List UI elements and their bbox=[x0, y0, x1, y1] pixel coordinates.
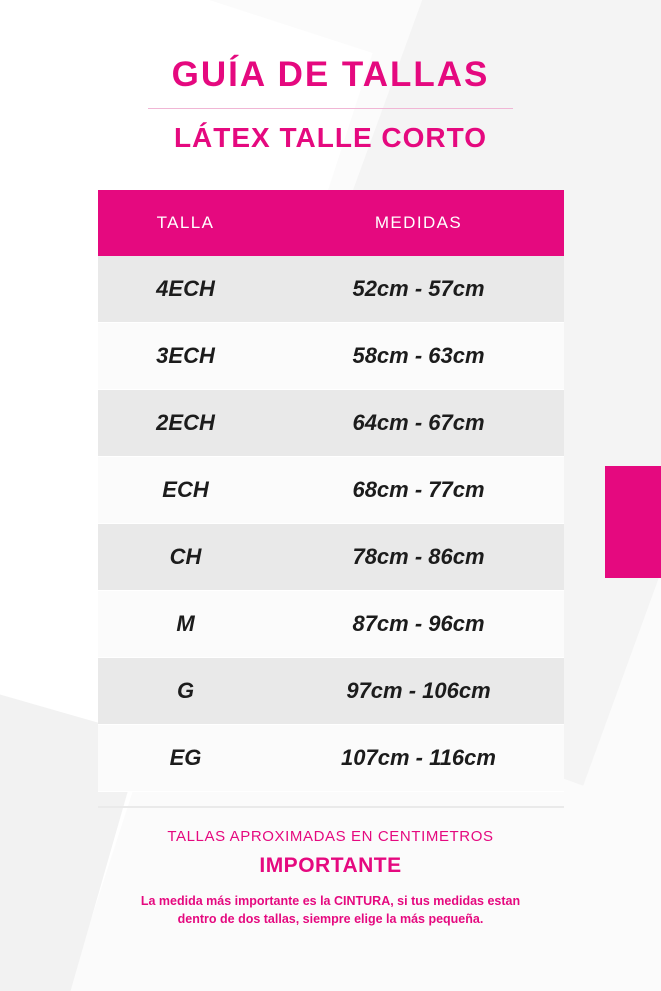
table-row bbox=[98, 456, 564, 523]
column-header-medidas: MEDIDAS bbox=[274, 190, 564, 256]
cell-medidas: 97cm - 106cm bbox=[274, 657, 564, 724]
table-row bbox=[98, 657, 564, 724]
cell-medidas: 68cm - 77cm bbox=[274, 456, 564, 523]
page-subtitle: LÁTEX TALLE CORTO bbox=[173, 121, 488, 153]
cell-talla: G bbox=[98, 657, 274, 724]
table-row bbox=[98, 389, 564, 456]
cell-talla: 2ECH bbox=[98, 389, 274, 456]
content-container bbox=[0, 56, 661, 929]
table-row bbox=[98, 523, 564, 590]
cell-medidas: 87cm - 96cm bbox=[274, 590, 564, 657]
table-row bbox=[98, 724, 564, 791]
cell-talla: 4ECH bbox=[98, 256, 274, 323]
size-table bbox=[98, 190, 564, 792]
approx-note: TALLAS APROXIMADAS EN CENTIMETROS bbox=[167, 827, 494, 845]
page-title: GUÍA DE TALLAS bbox=[171, 55, 490, 94]
table-row bbox=[98, 322, 564, 389]
size-table-head bbox=[98, 190, 564, 256]
cell-talla: EG bbox=[98, 724, 274, 791]
cell-talla: M bbox=[98, 590, 274, 657]
size-table-body bbox=[98, 256, 564, 792]
footer-divider bbox=[98, 806, 564, 808]
cell-talla: 3ECH bbox=[98, 322, 274, 389]
table-row bbox=[98, 590, 564, 657]
cell-medidas: 64cm - 67cm bbox=[274, 389, 564, 456]
title-divider bbox=[148, 108, 513, 109]
cell-talla: CH bbox=[98, 523, 274, 590]
cell-medidas: 107cm - 116cm bbox=[274, 724, 564, 791]
table-row bbox=[98, 256, 564, 323]
important-heading: IMPORTANTE bbox=[259, 853, 402, 877]
cell-talla: ECH bbox=[98, 456, 274, 523]
table-header-row bbox=[98, 190, 564, 256]
cell-medidas: 58cm - 63cm bbox=[274, 322, 564, 389]
cell-medidas: 78cm - 86cm bbox=[274, 523, 564, 590]
important-note: La medida más importante es la CINTURA, si tus medidas estan dentro de dos tallas, siempre elige la más pequeña. bbox=[140, 893, 521, 927]
column-header-talla: TALLA bbox=[98, 190, 274, 256]
footer bbox=[98, 792, 564, 930]
cell-medidas: 52cm - 57cm bbox=[274, 256, 564, 323]
